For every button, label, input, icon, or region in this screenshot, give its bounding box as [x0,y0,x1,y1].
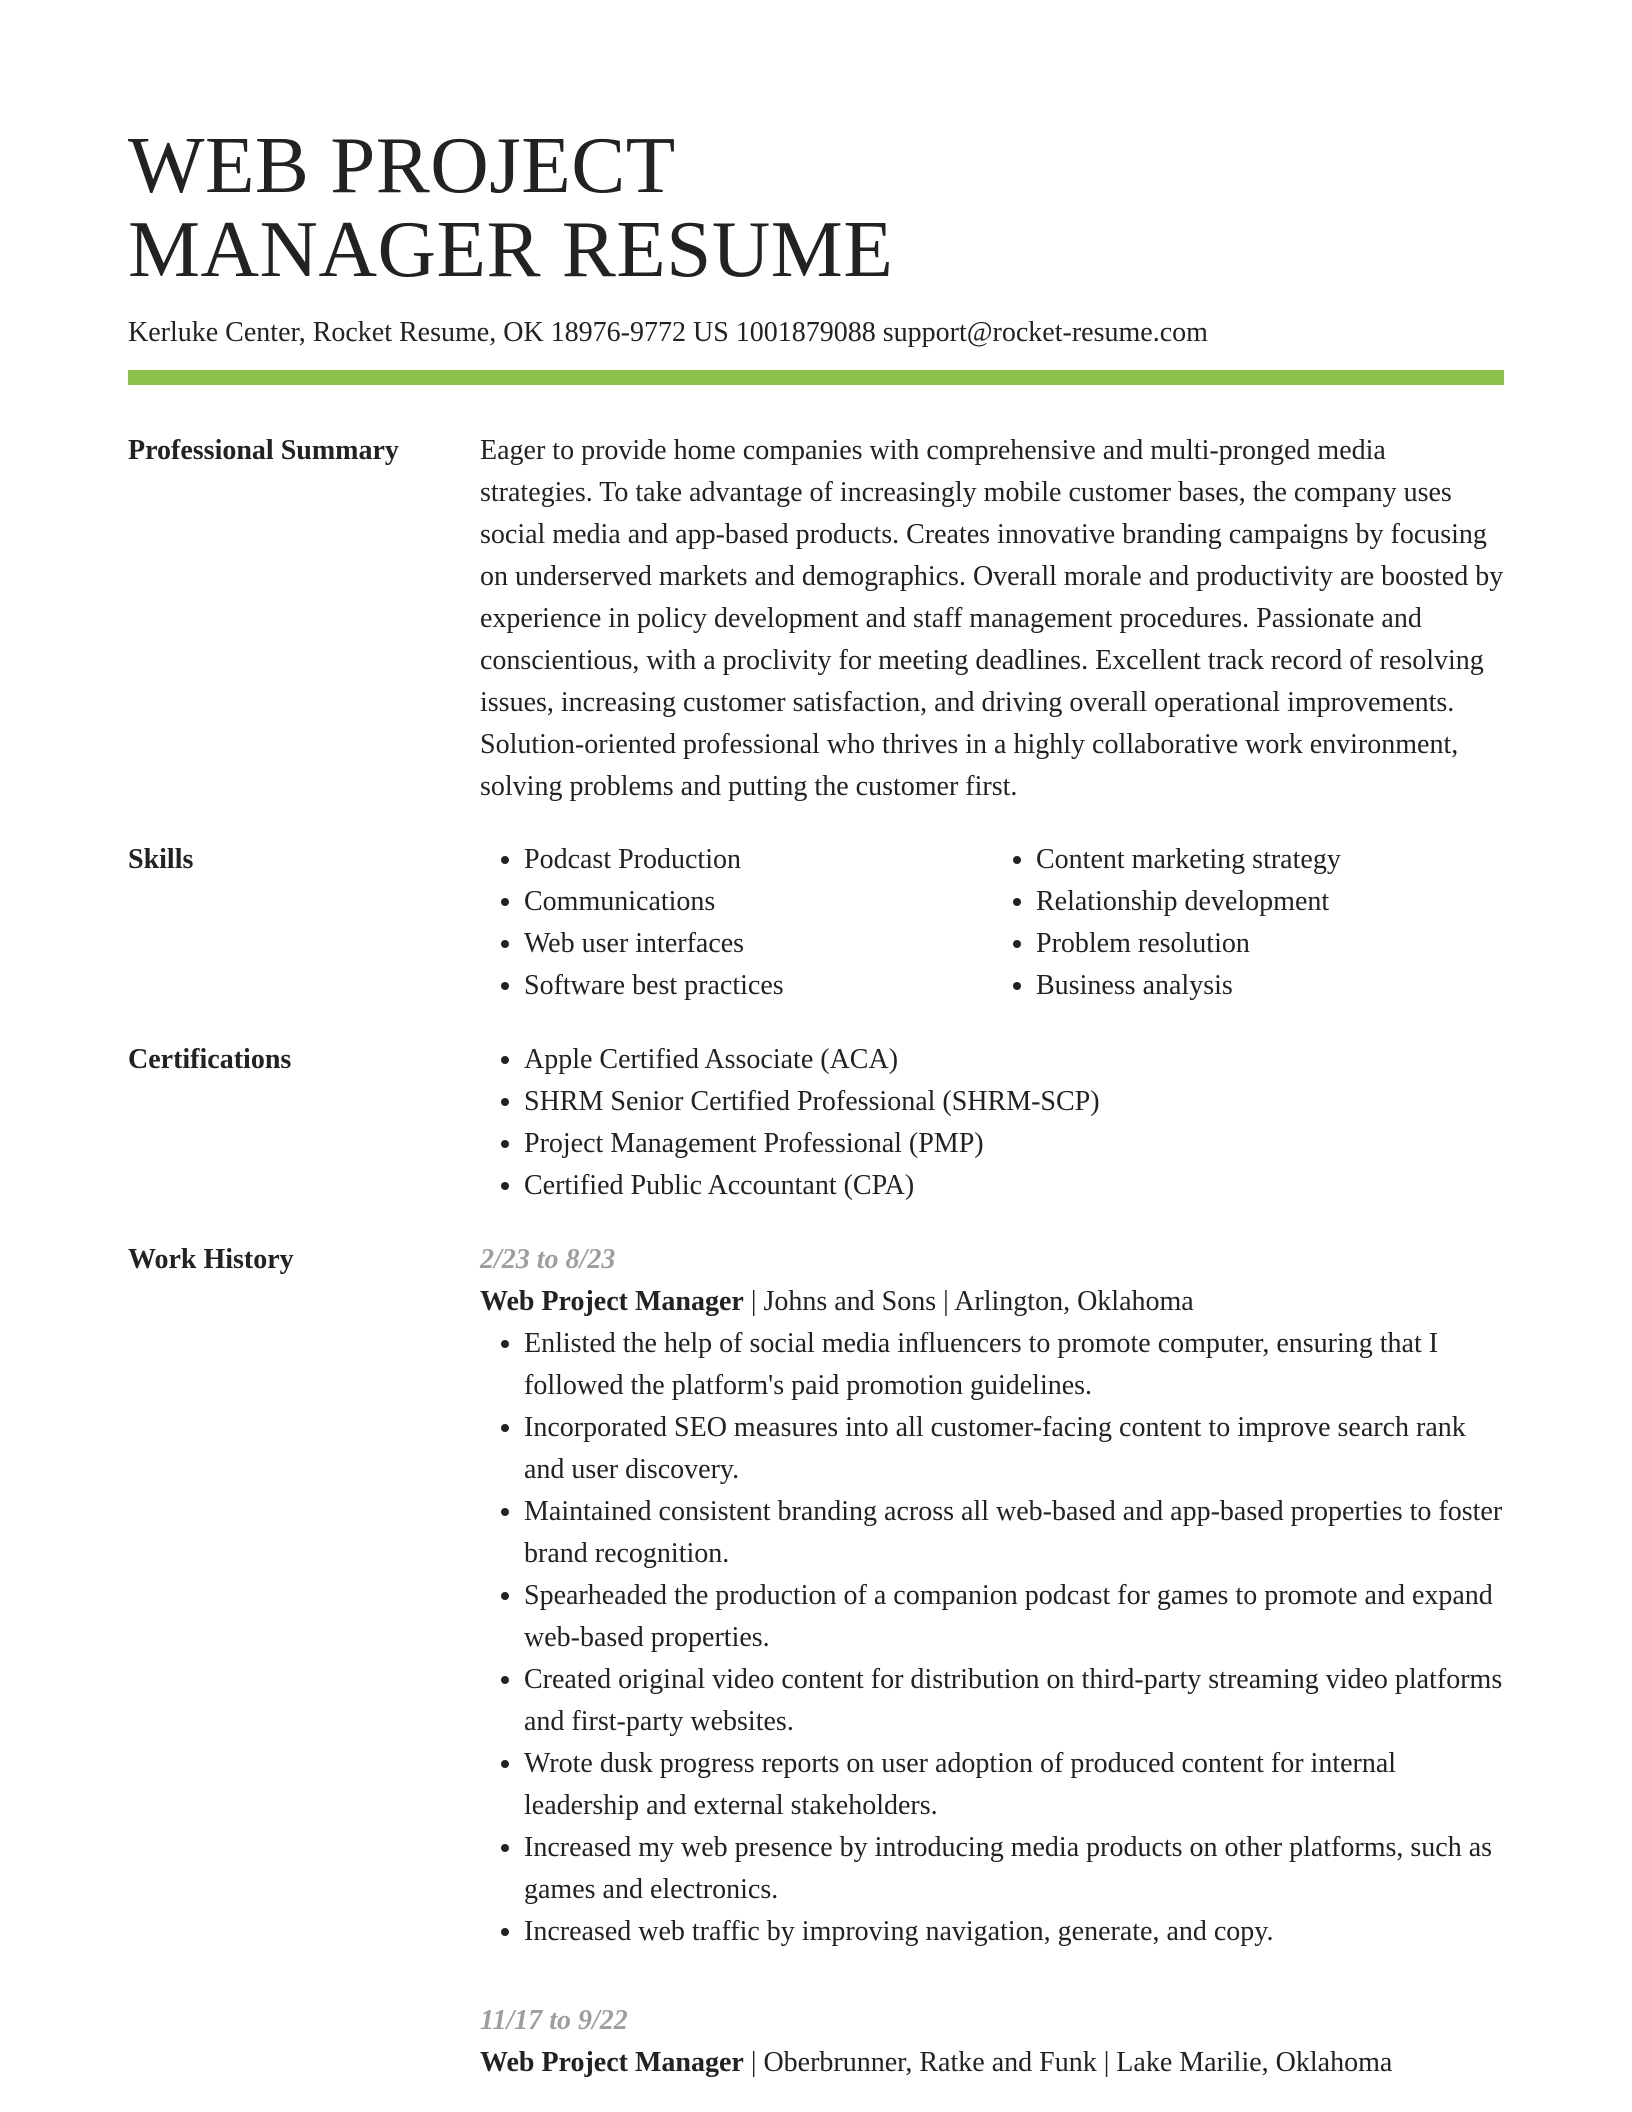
job-header [480,2042,1392,2084]
skill-item: • Podcast Production [524,839,992,881]
job-dates: 11/17 to 9/22 [480,2005,628,2036]
skills-list-right [992,839,1504,1007]
skill-item: • Business analysis [1036,965,1504,1007]
job-bullet: • Incorporated SEO measures into all customer-facing content to improve search rank and user discovery. [524,1407,1504,1491]
skills-list-left [480,839,992,1007]
contact-info: Kerluke Center, Rocket Resume, OK 18976-9772 US 1001879088 support@rocket-resume.com [128,317,1208,348]
summary-text: Eager to provide home companies with comprehensive and multi-pronged media strategies. To take advantage of increasingly mobile customer bases, the company uses social media and app-based products. Creates innovative branding campaigns by focusing on underserved markets and demographics. Overall morale and productivity are boosted by experience in policy development and staff management procedures. Passionate and conscientious, with a proclivity for meeting deadlines. Excellent track record of resolving issues, increasing customer satisfaction, and driving overall operational improvements. Solution-oriented professional who thrives in a highly collaborative work environment, solving problems and putting the customer first. [480,435,1504,802]
job-title: Web Project Manager [480,2047,744,2078]
skill-item: • Content marketing strategy [1036,839,1504,881]
job-entry [480,2000,1392,2084]
certification-item: • SHRM Senior Certified Professional (SHRM-SCP) [524,1081,1504,1123]
skill-item: • Relationship development [1036,881,1504,923]
job-bullet: • Increased my web presence by introducing media products on other platforms, such as games and electronics. [524,1827,1504,1911]
page-title [128,120,894,294]
certifications-body [480,1039,1504,1207]
certifications-heading: Certifications [128,1044,292,1075]
skill-item: • Software best practices [524,965,992,1007]
job-details: | Oberbrunner, Ratke and Funk | Lake Marilie, Oklahoma [743,2047,1393,2078]
job-header [480,1281,1504,1323]
job-bullet: • Enlisted the help of social media influencers to promote computer, ensuring that I followed the platform's paid promotion guidelines. [524,1323,1504,1407]
summary-heading: Professional Summary [128,435,399,466]
work-history-heading: Work History [128,1244,294,1275]
job-bullet: • Spearheaded the production of a companion podcast for games to promote and expand web-based properties. [524,1575,1504,1659]
job-bullet: • Wrote dusk progress reports on user adoption of produced content for internal leadership and external stakeholders. [524,1743,1504,1827]
job-bullets [480,1323,1504,1953]
skill-item: • Problem resolution [1036,923,1504,965]
job-details: | Johns and Sons | Arlington, Oklahoma [743,1286,1194,1317]
certification-item: • Apple Certified Associate (ACA) [524,1039,1504,1081]
skill-item: • Web user interfaces [524,923,992,965]
title-line-2: MANAGER RESUME [128,204,894,294]
skills-body [480,839,1504,1007]
job-bullet: • Maintained consistent branding across all web-based and app-based properties to foster brand recognition. [524,1491,1504,1575]
skill-item: • Communications [524,881,992,923]
job-entry [480,1239,1504,1953]
job-bullet: • Created original video content for distribution on third-party streaming video platforms and first-party websites. [524,1659,1504,1743]
work-history-body [480,1239,1504,2078]
skills-heading: Skills [128,844,194,875]
certification-item: • Project Management Professional (PMP) [524,1123,1504,1165]
job-title: Web Project Manager [480,1286,744,1317]
title-line-1: WEB PROJECT [128,120,676,210]
certification-item: • Certified Public Accountant (CPA) [524,1165,1504,1207]
certifications-list [480,1039,1504,1207]
header-divider [128,370,1504,385]
job-bullet: • Increased web traffic by improving navigation, generate, and copy. [524,1911,1504,1953]
job-dates: 2/23 to 8/23 [480,1244,616,1275]
summary-body [480,430,1504,808]
